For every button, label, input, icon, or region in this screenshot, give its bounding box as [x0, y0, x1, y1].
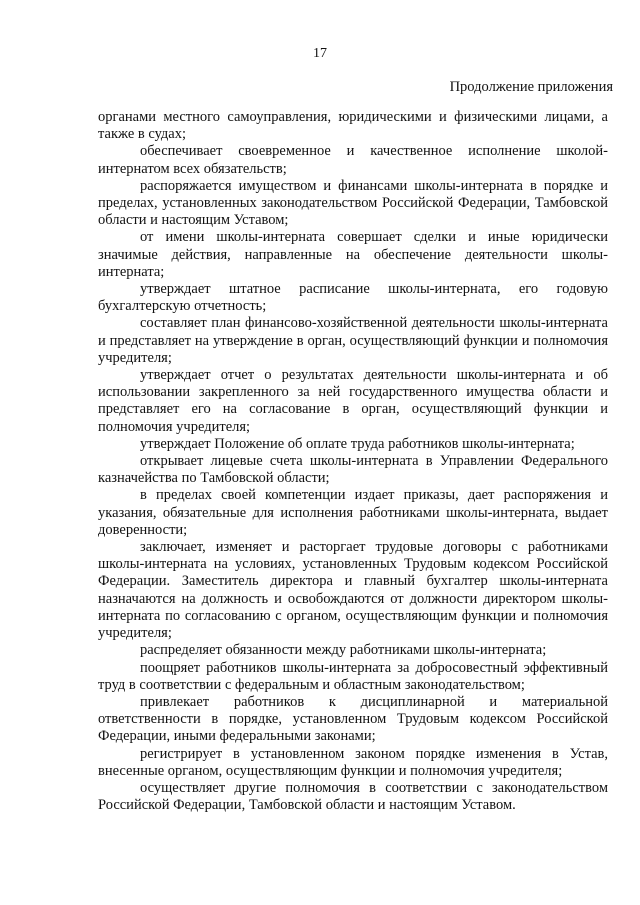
- paragraph: регистрирует в установленном законом порядке изменения в Устав, внесенные органом, осуществляющим функции и полномочия учредителя;: [98, 745, 608, 779]
- paragraph: утверждает штатное расписание школы-интерната, его годовую бухгалтерскую отчетность;: [98, 281, 608, 315]
- paragraph: распределяет обязанности между работниками школы-интерната;: [140, 642, 547, 659]
- paragraph: органами местного самоуправления, юридическими и физическими лицами, а также в судах;: [98, 109, 608, 143]
- paragraph: утверждает Положение об оплате труда работников школы-интерната;: [140, 435, 575, 452]
- paragraph: распоряжается имуществом и финансами школы-интерната в порядке и пределах, установленных законодательством Российской Федерации, Тамбовской области и настоящим Уставом;: [98, 177, 608, 229]
- paragraph: в пределах своей компетенции издает приказы, дает распоряжения и указания, обязательные для исполнения работниками школы-интерната, выдает доверенности;: [98, 487, 608, 538]
- paragraph: поощряет работников школы-интерната за добросовестный эффективный труд в соответствии с федеральным и областным законодательством;: [98, 659, 608, 693]
- document-body: [98, 109, 608, 814]
- paragraph: обеспечивает своевременное и качественное исполнение школой-интернатом всех обязательств;: [98, 143, 608, 177]
- paragraph: составляет план финансово-хозяйственной деятельности школы-интерната и представляет на утверждение в орган, осуществляющий функции и полномочия учредителя;: [98, 315, 608, 366]
- continuation-label: Продолжение приложения: [449, 79, 613, 95]
- paragraph: осуществляет другие полномочия в соответствии с законодательством Российской Федерации, Тамбовской области и настоящим Уставом.: [98, 779, 608, 814]
- page-number: 17: [313, 46, 327, 61]
- paragraph: привлекает работников к дисциплинарной и материальной ответственности в порядке, установленном Трудовым кодексом Российской Федерации, иными федеральными законами;: [98, 693, 608, 745]
- paragraph: открывает лицевые счета школы-интерната в Управлении Федерального казначейства по Тамбовской области;: [98, 453, 608, 487]
- paragraph: утверждает отчет о результатах деятельности школы-интерната и об использовании закрепленного за ней государственного имущества области и представляет его на согласование в орган, осуществляющий функции и полномочия учредителя;: [98, 367, 608, 435]
- paragraph: от имени школы-интерната совершает сделки и иные юридически значимые действия, направленные на обеспечение деятельности школы-интерната;: [98, 229, 608, 280]
- paragraph: заключает, изменяет и расторгает трудовые договоры с работниками школы-интерната на условиях, установленных Трудовым кодексом Российской Федерации. Заместитель директора и главный бухгалтер школы-интерната назначаются на должность и освобождаются от должности директором школы-интерната по согласованию с органом, осуществляющим функции и полномочия учредителя;: [98, 539, 608, 642]
